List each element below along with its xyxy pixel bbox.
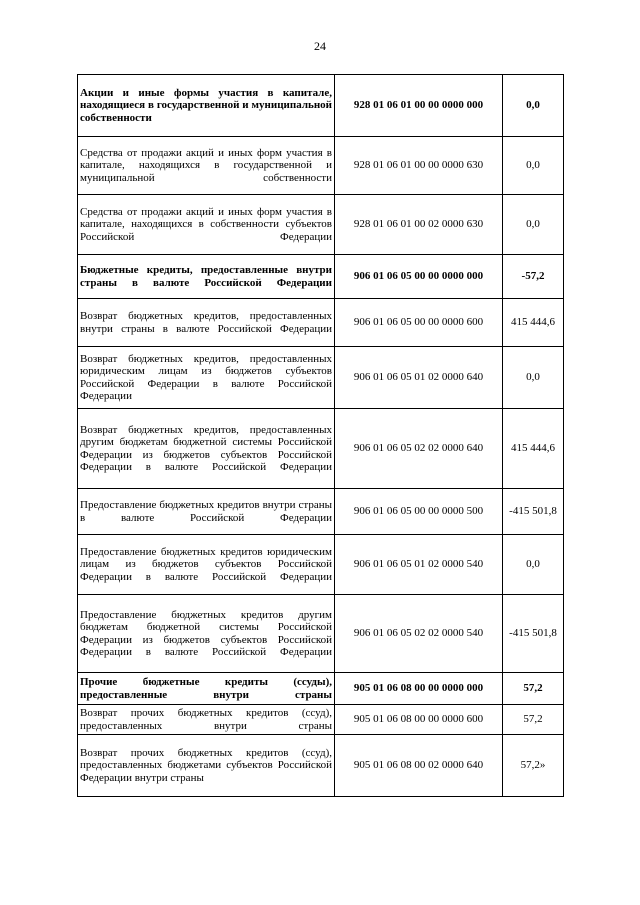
- table-row: [78, 195, 564, 255]
- row-value: 0,0: [503, 137, 564, 195]
- budget-sources-table: [77, 74, 564, 797]
- row-name: Акции и иные формы участия в капитале, находящиеся в государственной и муниципальной собственности: [78, 75, 335, 137]
- table-row: [78, 299, 564, 347]
- table-row: [78, 137, 564, 195]
- row-code: 906 01 06 05 00 00 0000 600: [335, 299, 503, 347]
- row-value: 57,2: [503, 705, 564, 735]
- table-row: [78, 347, 564, 409]
- table-row: [78, 409, 564, 489]
- row-name: Средства от продажи акций и иных форм участия в капитале, находящихся в государственной и муниципальной собственности: [78, 137, 335, 195]
- row-name: Прочие бюджетные кредиты (ссуды), предоставленные внутри страны: [78, 673, 335, 705]
- row-name: Предоставление бюджетных кредитов внутри страны в валюте Российской Федерации: [78, 489, 335, 535]
- row-name: Средства от продажи акций и иных форм участия в капитале, находящихся в собственности субъектов Российской Федерации: [78, 195, 335, 255]
- table-row: [78, 489, 564, 535]
- row-code: 928 01 06 01 00 00 0000 000: [335, 75, 503, 137]
- row-code: 905 01 06 08 00 00 0000 000: [335, 673, 503, 705]
- row-code: 906 01 06 05 02 02 0000 540: [335, 595, 503, 673]
- row-code: 906 01 06 05 02 02 0000 640: [335, 409, 503, 489]
- row-name: Возврат бюджетных кредитов, предоставленных юридическим лицам из бюджетов субъектов Российской Федерации в валюте Российской Федерации: [78, 347, 335, 409]
- row-code: 906 01 06 05 00 00 0000 000: [335, 255, 503, 299]
- row-value: 57,2: [503, 673, 564, 705]
- row-name: Возврат бюджетных кредитов, предоставленных другим бюджетам бюджетной системы Российской Федерации из бюджетов субъектов Российской Федерации в валюте Российской Федерации: [78, 409, 335, 489]
- row-value: -57,2: [503, 255, 564, 299]
- row-code: 928 01 06 01 00 00 0000 630: [335, 137, 503, 195]
- row-code: 906 01 06 05 00 00 0000 500: [335, 489, 503, 535]
- row-value: -415 501,8: [503, 489, 564, 535]
- row-name: Возврат прочих бюджетных кредитов (ссуд), предоставленных внутри страны: [78, 705, 335, 735]
- table-row: [78, 255, 564, 299]
- row-name: Возврат прочих бюджетных кредитов (ссуд), предоставленных бюджетами субъектов Российской Федерации внутри страны: [78, 735, 335, 797]
- table-row: [78, 75, 564, 137]
- table-row: [78, 595, 564, 673]
- row-name: Возврат бюджетных кредитов, предоставленных внутри страны в валюте Российской Федерации: [78, 299, 335, 347]
- page-number: 24: [314, 39, 326, 53]
- row-value: 57,2»: [503, 735, 564, 797]
- row-value: 0,0: [503, 75, 564, 137]
- table-row: [78, 735, 564, 797]
- row-value: -415 501,8: [503, 595, 564, 673]
- row-value: 0,0: [503, 195, 564, 255]
- row-name: Предоставление бюджетных кредитов другим бюджетам бюджетной системы Российской Федерации из бюджетов субъектов Российской Федерации в валюте Российской Федерации: [78, 595, 335, 673]
- row-name: Бюджетные кредиты, предоставленные внутри страны в валюте Российской Федерации: [78, 255, 335, 299]
- row-code: 906 01 06 05 01 02 0000 640: [335, 347, 503, 409]
- row-value: 415 444,6: [503, 299, 564, 347]
- table-row: [78, 705, 564, 735]
- row-name: Предоставление бюджетных кредитов юридическим лицам из бюджетов субъектов Российской Федерации в валюте Российской Федерации: [78, 535, 335, 595]
- row-code: 905 01 06 08 00 00 0000 600: [335, 705, 503, 735]
- row-code: 906 01 06 05 01 02 0000 540: [335, 535, 503, 595]
- row-value: 415 444,6: [503, 409, 564, 489]
- row-value: 0,0: [503, 535, 564, 595]
- row-code: 928 01 06 01 00 02 0000 630: [335, 195, 503, 255]
- row-value: 0,0: [503, 347, 564, 409]
- row-code: 905 01 06 08 00 02 0000 640: [335, 735, 503, 797]
- table-row: [78, 673, 564, 705]
- table-row: [78, 535, 564, 595]
